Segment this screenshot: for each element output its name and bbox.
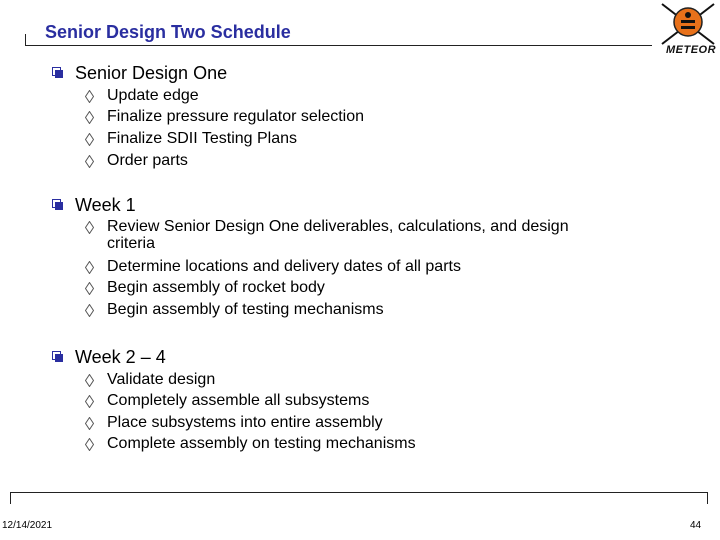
list-item-text: Determine locations and delivery dates of all parts (107, 258, 461, 275)
diamond-bullet-icon (85, 438, 94, 451)
list-item-text: Begin assembly of testing mechanisms (107, 301, 384, 318)
diamond-bullet-icon (85, 282, 94, 295)
list-item-text: Place subsystems into entire assembly (107, 414, 383, 431)
diamond-bullet-icon (85, 374, 94, 387)
diamond-bullet-icon (85, 221, 94, 234)
diamond-bullet-icon (85, 261, 94, 274)
logo-text: METEOR (666, 44, 717, 56)
list-item-text: Update edge (107, 87, 199, 104)
footer-date: 12/14/2021 (2, 520, 53, 531)
list-item-text: Finalize SDII Testing Plans (107, 130, 298, 147)
diamond-bullet-icon (85, 155, 94, 168)
diamond-bullet-icon (85, 304, 94, 317)
footer-rule-right (707, 492, 708, 504)
diamond-bullet-icon (85, 90, 94, 103)
page-number: 44 (690, 520, 702, 531)
section-label: Week 2 – 4 (75, 347, 166, 367)
section-label: Week 1 (75, 195, 136, 215)
list-item-text: Begin assembly of rocket body (107, 279, 325, 296)
footer-rule-left (10, 492, 11, 504)
list-item-text: Complete assembly on testing mechanisms (107, 435, 416, 452)
diamond-bullet-icon (85, 111, 94, 124)
section-label: Senior Design One (75, 63, 228, 83)
diamond-bullet-icon (85, 133, 94, 146)
title-rule (25, 45, 652, 46)
list-item-text: Finalize pressure regulator selection (107, 108, 365, 125)
square-bullet-icon (52, 351, 63, 362)
list-item-text: Review Senior Design One deliverables, calculations, and design (107, 218, 569, 235)
list-item-text: Completely assemble all subsystems (107, 392, 370, 409)
diamond-bullet-icon (85, 417, 94, 430)
list-item-text: Validate design (107, 371, 216, 388)
diamond-bullet-icon (85, 395, 94, 408)
list-item-text: criteria (107, 235, 156, 252)
slide-title: Senior Design Two Schedule (45, 22, 291, 42)
list-item-text: Order parts (107, 152, 188, 169)
square-bullet-icon (52, 67, 63, 78)
footer-rule (10, 492, 708, 493)
square-bullet-icon (52, 199, 63, 210)
